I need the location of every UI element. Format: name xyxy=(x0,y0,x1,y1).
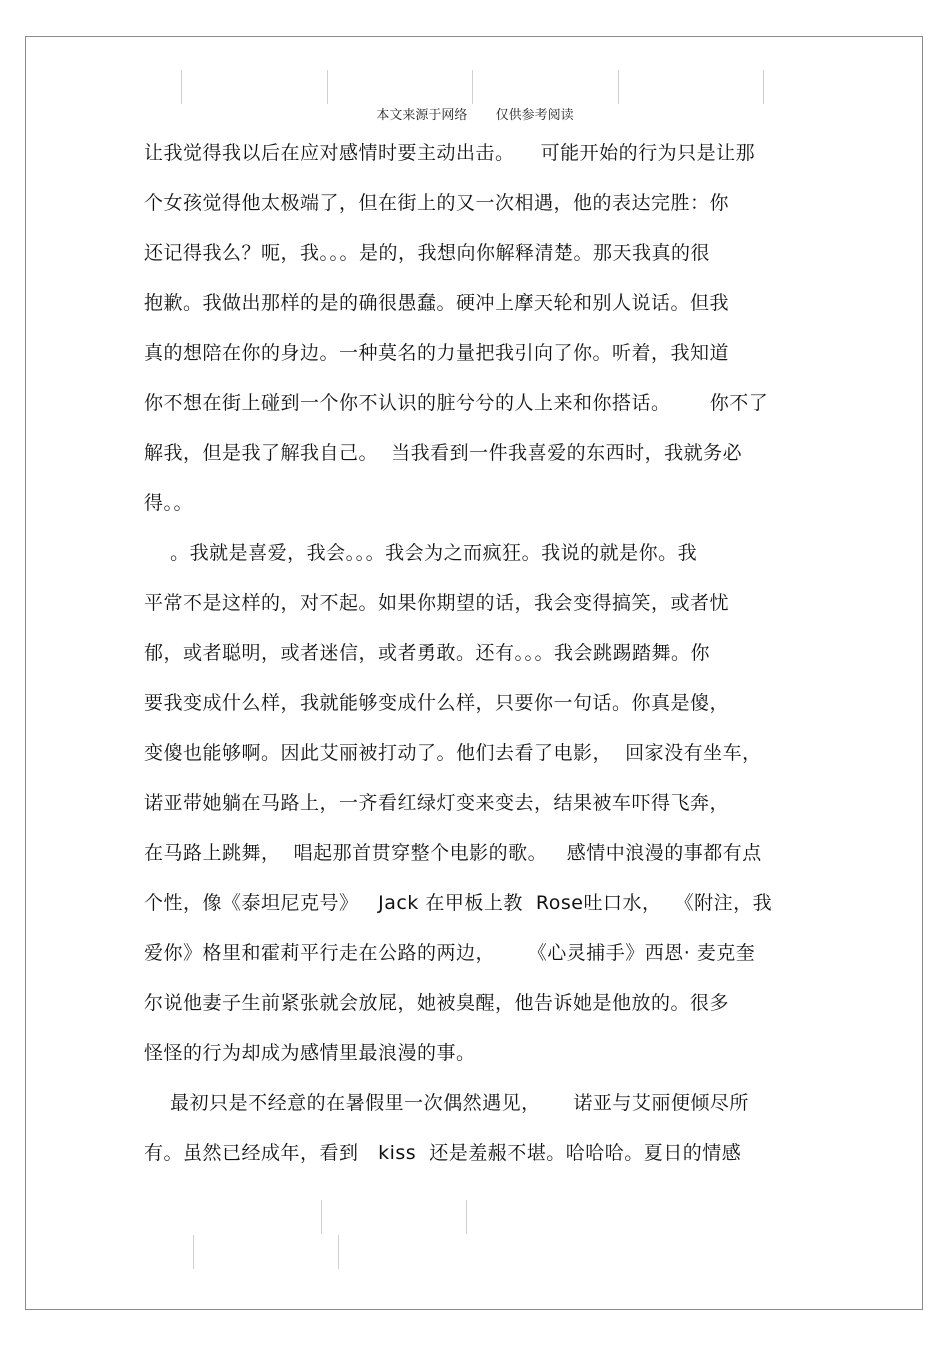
header-reference-text: 仅供参考阅读 xyxy=(495,108,574,123)
body-line: 诺亚带她躺在马路上，一齐看红绿灯变来变去，结果被车吓得飞奔， xyxy=(144,792,730,814)
decor-line xyxy=(181,70,182,104)
body-line: 抱歉。我做出那样的是的确很愚蠢。硬冲上摩天轮和别人说话。但我 xyxy=(144,292,730,314)
body-line: 个女孩觉得他太极端了，但在街上的又一次相遇，他的表达完胜：你 xyxy=(144,192,730,214)
body-line: 平常不是这样的，对不起。如果你期望的话，我会变得搞笑，或者忧 xyxy=(144,592,730,614)
decor-line xyxy=(618,70,619,104)
body-line: 在马路上跳舞， 唱起那首贯穿整个电影的歌。 感情中浪漫的事都有点 xyxy=(144,842,762,864)
body-line: 真的想陪在你的身边。一种莫名的力量把我引向了你。听着，我知道 xyxy=(144,342,730,364)
body-line: 个性，像《泰坦尼克号》 Jack 在甲板上教 Rose吐口水， 《附注，我 xyxy=(144,892,773,914)
page-border xyxy=(25,36,923,1310)
body-line: 郁，或者聪明，或者迷信，或者勇敢。还有。。。我会跳踢踏舞。你 xyxy=(144,642,711,664)
decor-line xyxy=(321,1200,322,1234)
decor-line xyxy=(327,70,328,104)
body-line: 你不想在街上碰到一个你不认识的脏兮兮的人上来和你搭话。 你不了 xyxy=(144,392,769,414)
body-line: 让我觉得我以后在应对感情时要主动出击。 可能开始的行为只是让那 xyxy=(144,142,756,164)
decor-line xyxy=(472,70,473,104)
page-header xyxy=(0,104,950,123)
header-source-text: 本文来源于网络 xyxy=(376,108,468,123)
body-line: 有。虽然已经成年，看到 kiss 还是羞赧不堪。哈哈哈。夏日的情感 xyxy=(144,1142,742,1164)
body-line: 尔说他妻子生前紧张就会放屁，她被臭醒，他告诉她是他放的。很多 xyxy=(144,992,730,1014)
decor-line xyxy=(763,70,764,104)
body-line: 。我就是喜爱，我会。。。我会为之而疯狂。我说的就是你。我 xyxy=(144,542,698,564)
decor-line xyxy=(338,1235,339,1269)
decor-line xyxy=(466,1200,467,1234)
body-line: 解我，但是我了解我自己。 当我看到一件我喜爱的东西时，我就务必 xyxy=(144,442,743,464)
body-line: 爱你》格里和霍莉平行走在公路的两边， 《心灵捕手》西恩· 麦克奎 xyxy=(144,942,756,964)
body-line: 变傻也能够啊。因此艾丽被打动了。他们去看了电影， 回家没有坐车， xyxy=(144,742,762,764)
body-line: 还记得我么？呃，我。。。是的，我想向你解释清楚。那天我真的很 xyxy=(144,242,711,264)
body-line: 得。。 xyxy=(144,492,194,514)
body-line: 最初只是不经意的在暑假里一次偶然遇见， 诺亚与艾丽便倾尽所 xyxy=(144,1092,749,1114)
decor-line xyxy=(193,1235,194,1269)
body-line: 怪怪的行为却成为感情里最浪漫的事。 xyxy=(144,1042,476,1064)
body-line: 要我变成什么样，我就能够变成什么样，只要你一句话。你真是傻， xyxy=(144,692,730,714)
